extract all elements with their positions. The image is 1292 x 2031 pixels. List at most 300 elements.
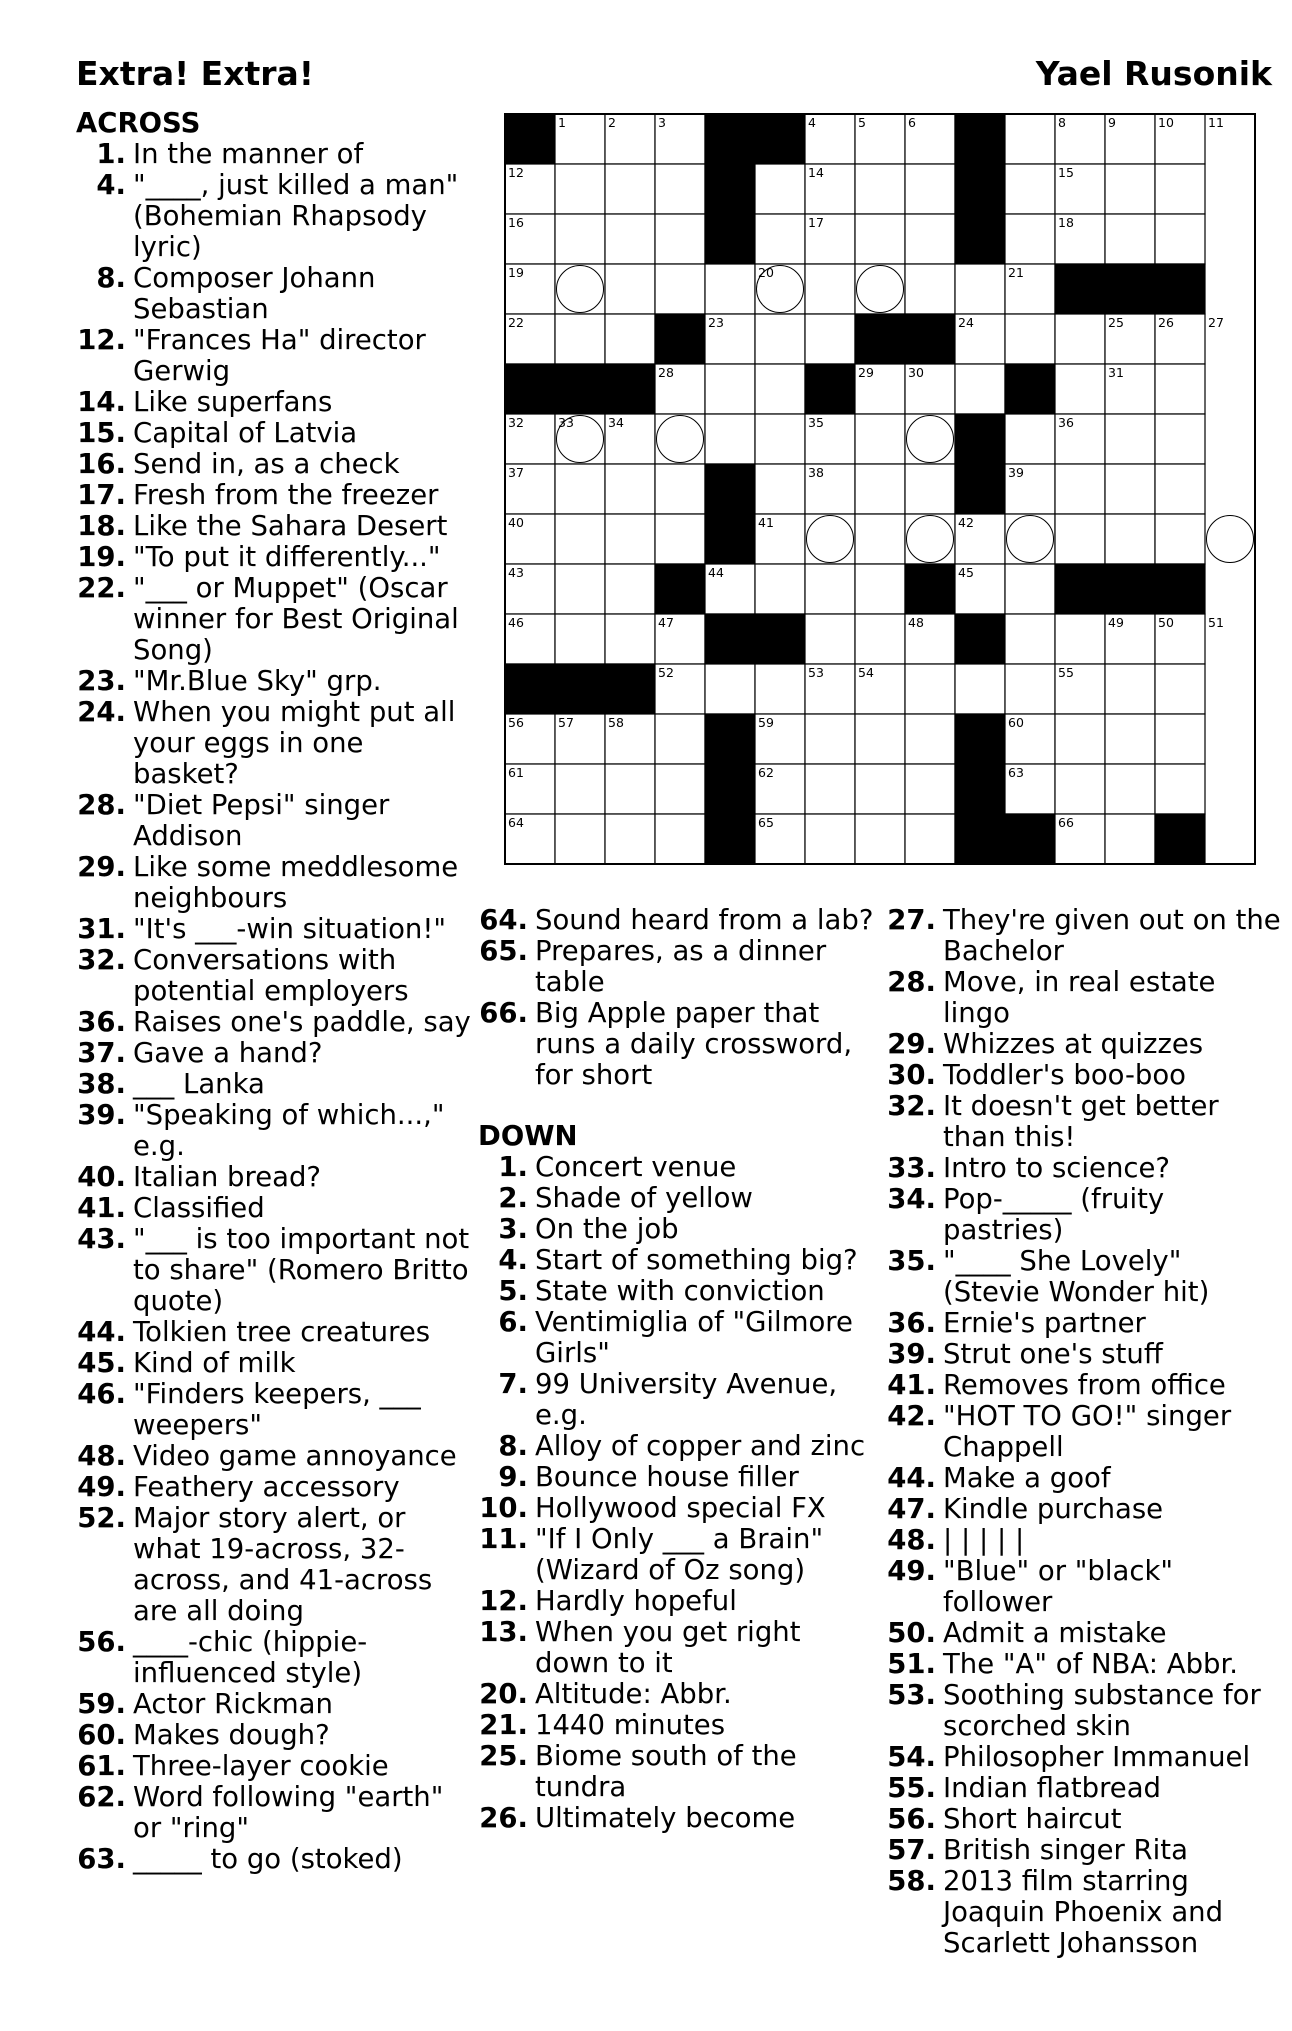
down-clue[interactable] [478,1741,883,1803]
cell-number: 12 [508,165,524,180]
across-clue[interactable] [76,387,471,418]
clue-text: Shade of yellow [535,1182,753,1214]
grid-cell[interactable] [1105,464,1155,514]
black-square [1105,264,1155,314]
down-clue[interactable] [886,1246,1282,1308]
grid-cell[interactable] [905,514,955,564]
clue-text: 2013 film starring Joaquin Phoenix and Scarlett Johansson [943,1865,1224,1959]
across-clue[interactable] [76,1162,471,1193]
black-square [955,464,1005,514]
down-clue[interactable] [478,1245,883,1276]
grid-cell[interactable] [855,214,905,264]
clue-number: 11. [479,1523,528,1555]
grid-cell[interactable] [1105,414,1155,464]
grid-cell[interactable] [905,164,955,214]
grid-cell[interactable] [605,264,655,314]
cell-number: 41 [758,515,774,530]
black-square [805,364,855,414]
cell-number: 42 [958,515,974,530]
grid-cell[interactable] [605,814,655,864]
clue-text: Short haircut [943,1803,1122,1835]
clue-text: Alloy of copper and zinc [535,1430,866,1462]
grid-cell[interactable] [955,664,1005,714]
clue-number: 62. [77,1781,126,1813]
clue-number: 24. [77,696,126,728]
clue-number: 39. [77,1099,126,1131]
clue-text: Altitude: Abbr. [535,1678,732,1710]
grid-cell[interactable] [955,364,1005,414]
grid-cell[interactable] [655,214,705,264]
clue-text: Bounce house filler [535,1461,799,1493]
circled-cell-marker [1207,516,1254,563]
clue-text: Philosopher Immanuel [943,1741,1251,1773]
clue-text: Move, in real estate lingo [943,966,1216,1029]
grid-cell[interactable] [805,314,855,364]
cell-number: 14 [808,165,824,180]
clue-number: 41. [77,1192,126,1224]
clue-number: 30. [887,1059,936,1091]
across-clue[interactable] [76,945,471,1007]
grid-cell[interactable] [555,314,605,364]
grid-cell[interactable] [805,564,855,614]
across-clues-column-1 [76,108,471,1875]
grid-cell[interactable] [1155,464,1205,514]
grid-cell[interactable] [905,764,955,814]
grid-cell[interactable] [755,664,805,714]
cell-number: 7 [958,115,966,130]
clue-text: Big Apple paper that runs a daily crossword, for short [535,997,853,1091]
clue-text: Ernie's partner [943,1307,1146,1339]
grid-cell[interactable] [555,764,605,814]
across-clue[interactable] [76,666,471,697]
clue-text: Removes from office [943,1369,1226,1401]
black-square [1005,814,1055,864]
clue-number: 40. [77,1161,126,1193]
author-name: Yael Rusonik [1035,54,1272,93]
grid-cell[interactable] [905,814,955,864]
grid-cell[interactable] [605,764,655,814]
grid-cell[interactable] [905,414,955,464]
cell-number: 24 [958,315,974,330]
clue-text: Capital of Latvia [133,417,358,449]
grid-cell[interactable] [655,264,705,314]
grid-cell[interactable] [1055,514,1105,564]
across-clue[interactable] [76,1193,471,1224]
down-clue[interactable] [478,1617,883,1679]
grid-cell[interactable] [705,664,755,714]
down-clue[interactable] [478,1431,883,1462]
clue-number: 36. [77,1006,126,1038]
clue-number: 60. [77,1719,126,1751]
grid-cell[interactable] [905,214,955,264]
down-clue[interactable] [886,1742,1282,1773]
grid-cell[interactable] [705,364,755,414]
grid-cell[interactable] [805,714,855,764]
down-clue[interactable] [886,1618,1282,1649]
across-clue[interactable] [76,790,471,852]
grid-cell[interactable] [1155,214,1205,264]
grid-cell[interactable] [1155,764,1205,814]
grid-cell[interactable] [805,264,855,314]
grid-cell[interactable] [655,164,705,214]
grid-cell[interactable] [705,264,755,314]
across-clue[interactable] [478,936,883,998]
clue-text: Video game annoyance [133,1440,457,1472]
across-clue[interactable] [76,1100,471,1162]
clue-text: "____, just killed a man" (Bohemian Rhapsody lyric) [133,169,459,263]
down-clue[interactable] [478,1183,883,1214]
across-clue[interactable] [76,1782,471,1844]
grid-cell[interactable] [955,264,1005,314]
across-clue[interactable] [76,1007,471,1038]
down-clue[interactable] [886,1649,1282,1680]
grid-cell[interactable] [755,364,805,414]
clue-number: 49. [887,1555,936,1587]
grid-cell[interactable] [755,164,805,214]
grid-cell[interactable] [1005,114,1055,164]
grid-cell[interactable] [555,264,605,314]
clue-text: Like superfans [133,386,333,418]
cell-number: 6 [908,115,916,130]
grid-cell[interactable] [1005,614,1055,664]
across-clue[interactable] [76,1689,471,1720]
cell-number: 21 [1008,265,1024,280]
grid-cell[interactable] [1155,714,1205,764]
grid-cell[interactable] [1055,614,1105,664]
black-square [1055,264,1105,314]
across-clue[interactable] [76,418,471,449]
down-clue-list-continued [886,905,1282,1959]
cell-number: 22 [508,315,524,330]
grid-cell[interactable] [655,714,705,764]
clue-number: 41. [887,1369,936,1401]
across-clue[interactable] [76,139,471,170]
down-clue[interactable] [886,905,1282,967]
grid-cell[interactable] [655,514,705,564]
cell-number: 30 [908,365,924,380]
cell-number: 10 [1158,115,1174,130]
down-clue[interactable] [886,1835,1282,1866]
cell-number: 18 [1058,215,1074,230]
down-clue[interactable] [886,1525,1282,1556]
grid-cell[interactable] [855,264,905,314]
grid-cell[interactable] [605,564,655,614]
clue-number: 1. [96,138,126,170]
down-clue[interactable] [478,1307,883,1369]
grid-cell[interactable] [855,714,905,764]
down-clue[interactable] [478,1152,883,1183]
across-clue[interactable] [76,263,471,325]
grid-cell[interactable] [855,614,905,664]
down-clue[interactable] [886,1401,1282,1463]
clue-text: "To put it differently..." [133,541,441,573]
cell-number: 34 [608,415,624,430]
clue-text: Ventimiglia of "Gilmore Girls" [535,1306,853,1369]
down-clue[interactable] [886,967,1282,1029]
grid-cell[interactable] [1005,414,1055,464]
clue-text: Prepares, as a dinner table [535,935,827,998]
across-clue[interactable] [76,170,471,263]
grid-cell[interactable] [855,564,905,614]
clue-text: Admit a mistake [943,1617,1167,1649]
across-clue[interactable] [76,1224,471,1317]
across-clue[interactable] [76,1751,471,1782]
across-clue[interactable] [76,1069,471,1100]
down-clue[interactable] [478,1710,883,1741]
grid-cell[interactable] [855,414,905,464]
grid-cell[interactable] [555,564,605,614]
cell-number: 20 [758,265,774,280]
across-clue[interactable] [76,1317,471,1348]
clue-text: Major story alert, or what 19-across, 32-across, and 41-across are all doing [133,1502,433,1627]
across-clue[interactable] [76,852,471,914]
clue-number: 54. [887,1741,936,1773]
grid-cell[interactable] [805,614,855,664]
grid-cell[interactable] [905,714,955,764]
clue-text: Feathery accessory [133,1471,400,1503]
grid-cell[interactable] [655,464,705,514]
grid-cell[interactable] [1055,714,1105,764]
grid-cell[interactable] [1005,664,1055,714]
cell-number: 53 [808,665,824,680]
across-clue[interactable] [478,905,883,936]
grid-cell[interactable] [855,514,905,564]
grid-cell[interactable] [605,314,655,364]
grid-cell[interactable] [605,164,655,214]
cell-number: 49 [1108,615,1124,630]
cell-number: 26 [1158,315,1174,330]
cell-number: 40 [508,515,524,530]
grid-cell[interactable] [905,464,955,514]
black-square [705,714,755,764]
clue-number: 33. [887,1152,936,1184]
down-clue[interactable] [478,1462,883,1493]
across-clue[interactable] [76,1720,471,1751]
grid-cell[interactable] [1105,714,1155,764]
grid-cell[interactable] [1005,564,1055,614]
grid-cell[interactable] [655,414,705,464]
grid-cell[interactable] [755,314,805,364]
grid-cell[interactable] [805,814,855,864]
cell-number: 19 [508,265,524,280]
black-square [655,314,705,364]
grid-cell[interactable] [555,614,605,664]
cell-number: 35 [808,415,824,430]
black-square [505,114,555,164]
clue-text: Strut one's stuff [943,1338,1163,1370]
clue-number: 64. [479,904,528,936]
black-square [755,614,805,664]
grid-cell[interactable] [605,514,655,564]
grid-cell[interactable] [755,464,805,514]
cell-number: 23 [708,315,724,330]
grid-cell[interactable] [1105,664,1155,714]
grid-cell[interactable] [1005,514,1055,564]
grid-cell[interactable] [755,564,805,614]
grid-cell[interactable] [605,464,655,514]
grid-cell[interactable] [1155,414,1205,464]
clue-number: 10. [479,1492,528,1524]
down-clue[interactable] [478,1369,883,1431]
cell-number: 43 [508,565,524,580]
cell-number: 3 [658,115,666,130]
cell-number: 47 [658,615,674,630]
grid-cell[interactable] [1155,364,1205,414]
black-square [705,614,755,664]
cell-number: 38 [808,465,824,480]
grid-cell[interactable] [1155,164,1205,214]
cell-number: 55 [1058,665,1074,680]
across-clue[interactable] [478,998,883,1091]
grid-cell[interactable] [1055,464,1105,514]
black-square [955,764,1005,814]
grid-cell[interactable] [905,664,955,714]
grid-cell[interactable] [555,214,605,264]
grid-cell[interactable] [1105,814,1155,864]
across-clue[interactable] [76,1348,471,1379]
across-clue[interactable] [76,511,471,542]
down-clue[interactable] [886,1494,1282,1525]
grid-cell[interactable] [555,814,605,864]
grid-cell[interactable] [1055,314,1105,364]
grid-cell[interactable] [655,814,705,864]
clue-text: 1440 minutes [535,1709,726,1741]
grid-cell[interactable] [1055,764,1105,814]
black-square [705,814,755,864]
clue-number: 48. [77,1440,126,1472]
across-clue[interactable] [76,1627,471,1689]
down-clue[interactable] [886,1060,1282,1091]
across-clue[interactable] [76,449,471,480]
down-clue[interactable] [478,1679,883,1710]
across-clue[interactable] [76,914,471,945]
grid-cell[interactable] [605,614,655,664]
across-clue[interactable] [76,325,471,387]
clue-number: 38. [77,1068,126,1100]
grid-cell[interactable] [1105,764,1155,814]
down-clue[interactable] [886,1184,1282,1246]
down-clue[interactable] [886,1556,1282,1618]
clue-number: 56. [77,1626,126,1658]
clue-number: 66. [479,997,528,1029]
grid-cell[interactable] [605,214,655,264]
across-clue[interactable] [76,542,471,573]
clue-number: 12. [479,1585,528,1617]
grid-cell[interactable] [855,814,905,864]
down-clue[interactable] [886,1091,1282,1153]
grid-cell[interactable] [855,464,905,514]
grid-cell[interactable] [855,764,905,814]
cell-number: 63 [1008,765,1024,780]
across-clue[interactable] [76,1503,471,1627]
grid-cell[interactable] [555,164,605,214]
down-clue[interactable] [886,1308,1282,1339]
clue-text: Soothing substance for scorched skin [943,1679,1261,1742]
across-heading: ACROSS [76,107,201,139]
grid-cell[interactable] [805,514,855,564]
black-square [555,664,605,714]
down-clue[interactable] [886,1804,1282,1835]
across-clue-list-continued [478,905,883,1091]
grid-cell[interactable] [755,414,805,464]
down-clue[interactable] [886,1153,1282,1184]
clue-text: "It's ___-win situation!" [133,913,447,945]
grid-cell[interactable] [905,264,955,314]
clue-text: "If I Only ___ a Brain" (Wizard of Oz song) [535,1523,824,1586]
across-clue[interactable] [76,1038,471,1069]
clue-number: 32. [887,1090,936,1122]
grid-cell[interactable] [755,214,805,264]
clue-number: 5. [498,1275,528,1307]
down-clue[interactable] [478,1803,883,1834]
cell-number: 50 [1158,615,1174,630]
clue-number: 6. [498,1306,528,1338]
grid-cell[interactable] [805,764,855,814]
clue-number: 53. [887,1679,936,1711]
cell-number: 11 [1208,115,1224,130]
across-clue[interactable] [76,1844,471,1875]
puzzle-title: Extra! Extra! [76,54,314,93]
clue-number: 59. [77,1688,126,1720]
cell-number: 31 [1108,365,1124,380]
grid-cell[interactable] [1105,214,1155,264]
across-clue[interactable] [76,480,471,511]
grid-cell[interactable] [1105,514,1155,564]
grid-cell[interactable] [1055,364,1105,414]
down-clue[interactable] [886,1370,1282,1401]
down-clue[interactable] [886,1339,1282,1370]
clue-number: 43. [77,1223,126,1255]
clue-text: Biome south of the tundra [535,1740,797,1803]
grid-cell[interactable] [655,764,705,814]
grid-cell[interactable] [1155,514,1205,564]
grid-cell[interactable] [855,164,905,214]
cell-number: 56 [508,715,524,730]
clue-text: Three-layer cookie [133,1750,389,1782]
across-clue[interactable] [76,573,471,666]
cell-number: 59 [758,715,774,730]
clue-number: 51. [887,1648,936,1680]
down-clue[interactable] [886,1773,1282,1804]
grid-cell[interactable] [1005,214,1055,264]
grid-cell[interactable] [1005,164,1055,214]
down-clue[interactable] [886,1680,1282,1742]
grid-cell[interactable] [1155,664,1205,714]
down-clue[interactable] [886,1463,1282,1494]
grid-cell[interactable] [1005,314,1055,364]
down-clue[interactable] [478,1586,883,1617]
grid-cell[interactable] [705,414,755,464]
clue-text: Concert venue [535,1151,737,1183]
down-clue[interactable] [478,1493,883,1524]
down-clue[interactable] [886,1029,1282,1060]
across-clue[interactable] [76,697,471,790]
down-clue[interactable] [478,1524,883,1586]
across-clue[interactable] [76,1441,471,1472]
grid-cell[interactable] [555,464,605,514]
grid-cell[interactable] [555,514,605,564]
crossword-grid[interactable] [503,112,1257,866]
black-square [705,514,755,564]
down-clue[interactable] [478,1214,883,1245]
grid-cell[interactable] [1105,164,1155,214]
across-clue[interactable] [76,1472,471,1503]
down-clue[interactable] [478,1276,883,1307]
down-clue[interactable] [886,1866,1282,1959]
clue-text: Makes dough? [133,1719,330,1751]
cell-number: 52 [658,665,674,680]
across-clue[interactable] [76,1379,471,1441]
